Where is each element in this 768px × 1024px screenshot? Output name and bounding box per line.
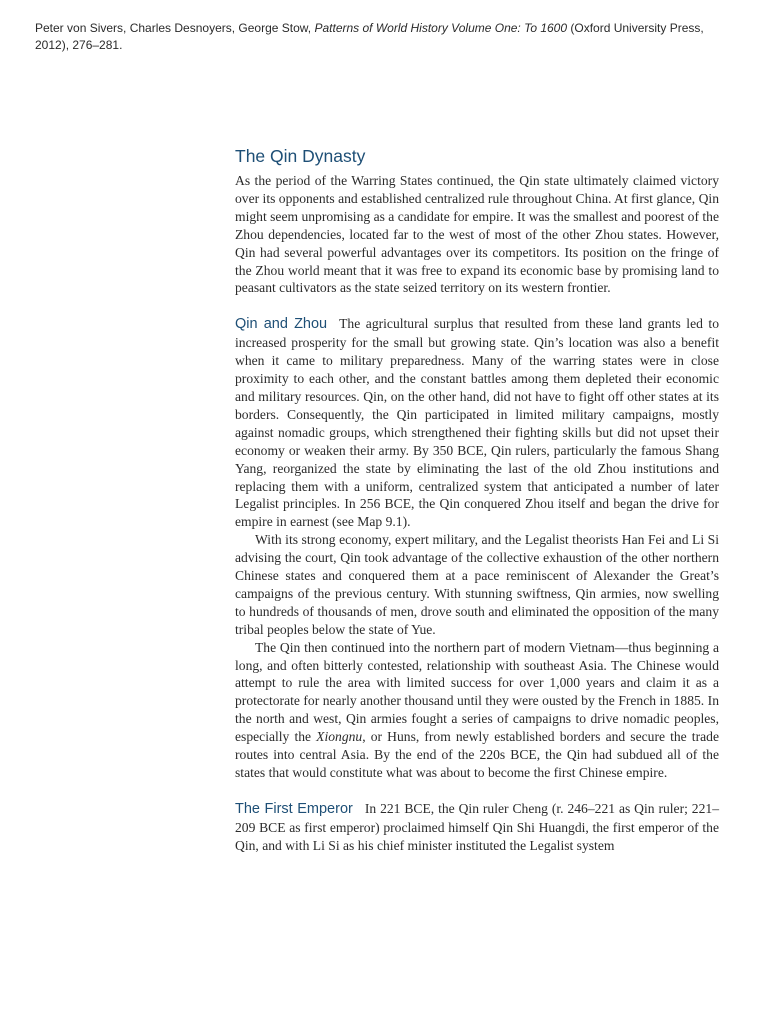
- citation-authors: Peter von Sivers, Charles Desnoyers, George Stow,: [35, 21, 315, 35]
- qin-and-zhou-text: The agricultural surplus that resulted from these land grants led to increased prosperity for the small but growing state. Qin’s location was also a benefit when it came to military preparedness. Many of the warring states were in close proximity to each other, and the constant battles among them depleted their economic and military resources. Qin, on the other hand, did not have to fight off other states at its borders. Consequently, the Qin participated in limited military campaigns, mostly against nomadic groups, which strengthened their fighting skills but did not upset their economy or weaken their army. By 350 BCE, Qin rulers, particularly the famous Shang Yang, reorganized the state by eliminating the last of the old Zhou institutions and replacing them with a uniform, centralized system that anticipated a number of later Legalist principles. In 256 BCE, the Qin conquered Zhou itself and began the drive for empire in earnest (see Map 9.1).: [235, 316, 719, 530]
- vietnam-paragraph: [235, 639, 719, 782]
- first-emperor-heading: The First Emperor: [235, 800, 353, 817]
- first-emperor-text: In 221 BCE, the Qin ruler Cheng (r. 246–221 as Qin ruler; 221–209 BCE as first emperor) proclaimed himself Qin Shi Huangdi, the first emperor of the Qin, and with Li Si as his chief minister instituted the Legalist system: [235, 800, 719, 853]
- citation-publisher: (Oxford University Press, 2012), 276–281.: [35, 21, 704, 52]
- first-emperor-paragraph: [235, 800, 719, 855]
- page-content: [235, 144, 719, 855]
- intro-paragraph: As the period of the Warring States continued, the Qin state ultimately claimed victory over its opponents and established centralized rule throughout China. At first glance, Qin might seem unpromising as a candidate for empire. It was the smallest and poorest of the Zhou dependencies, located far to the west of most of the other Zhou states. However, Qin had several powerful advantages over its competitors. Its position on the fringe of the Zhou world meant that it was free to expand its economic base by promising land to peasant cultivators as the state seized territory on its western frontier.: [235, 173, 719, 296]
- vietnam-text-start: The Qin then continued into the northern part of modern Vietnam—thus beginning a long, and often bitterly contested, relationship with southeast Asia. The Chinese would attempt to rule the area with limited success for over 1,000 years and claim it as a protectorate for nearly another thousand until they were ousted by the French in 1885. In the north and west, Qin armies fought a series of campaigns to drive nomadic peoples, especially the: [235, 639, 719, 745]
- citation-book-title: Patterns of World History Volume One: To 1600: [314, 21, 568, 35]
- citation: [35, 20, 735, 54]
- section-heading: The Qin Dynasty: [235, 146, 366, 166]
- conquest-paragraph: With its strong economy, expert military, and the Legalist theorists Han Fei and Li Si advising the court, Qin took advantage of the collective exhaustion of the other northern Chinese states and conquered them at a pace reminiscent of Alexander the Great’s campaigns of the previous century. With stunning swiftness, Qin armies, now swelling to hundreds of thousands of men, drove south and eliminated the opposition of the many tribal peoples below the state of Yue.: [235, 532, 719, 637]
- qin-and-zhou-heading: Qin and Zhou: [235, 316, 328, 333]
- qin-and-zhou-paragraph: [235, 315, 719, 531]
- xiongnu-term: Xiongnu: [316, 729, 363, 745]
- vietnam-text-end: , or Huns, from newly established borders and secure the trade routes into central Asia. By the end of the 220s BCE, the Qin had subdued all of the states that would constitute what was about to become the first Chinese empire.: [235, 729, 719, 780]
